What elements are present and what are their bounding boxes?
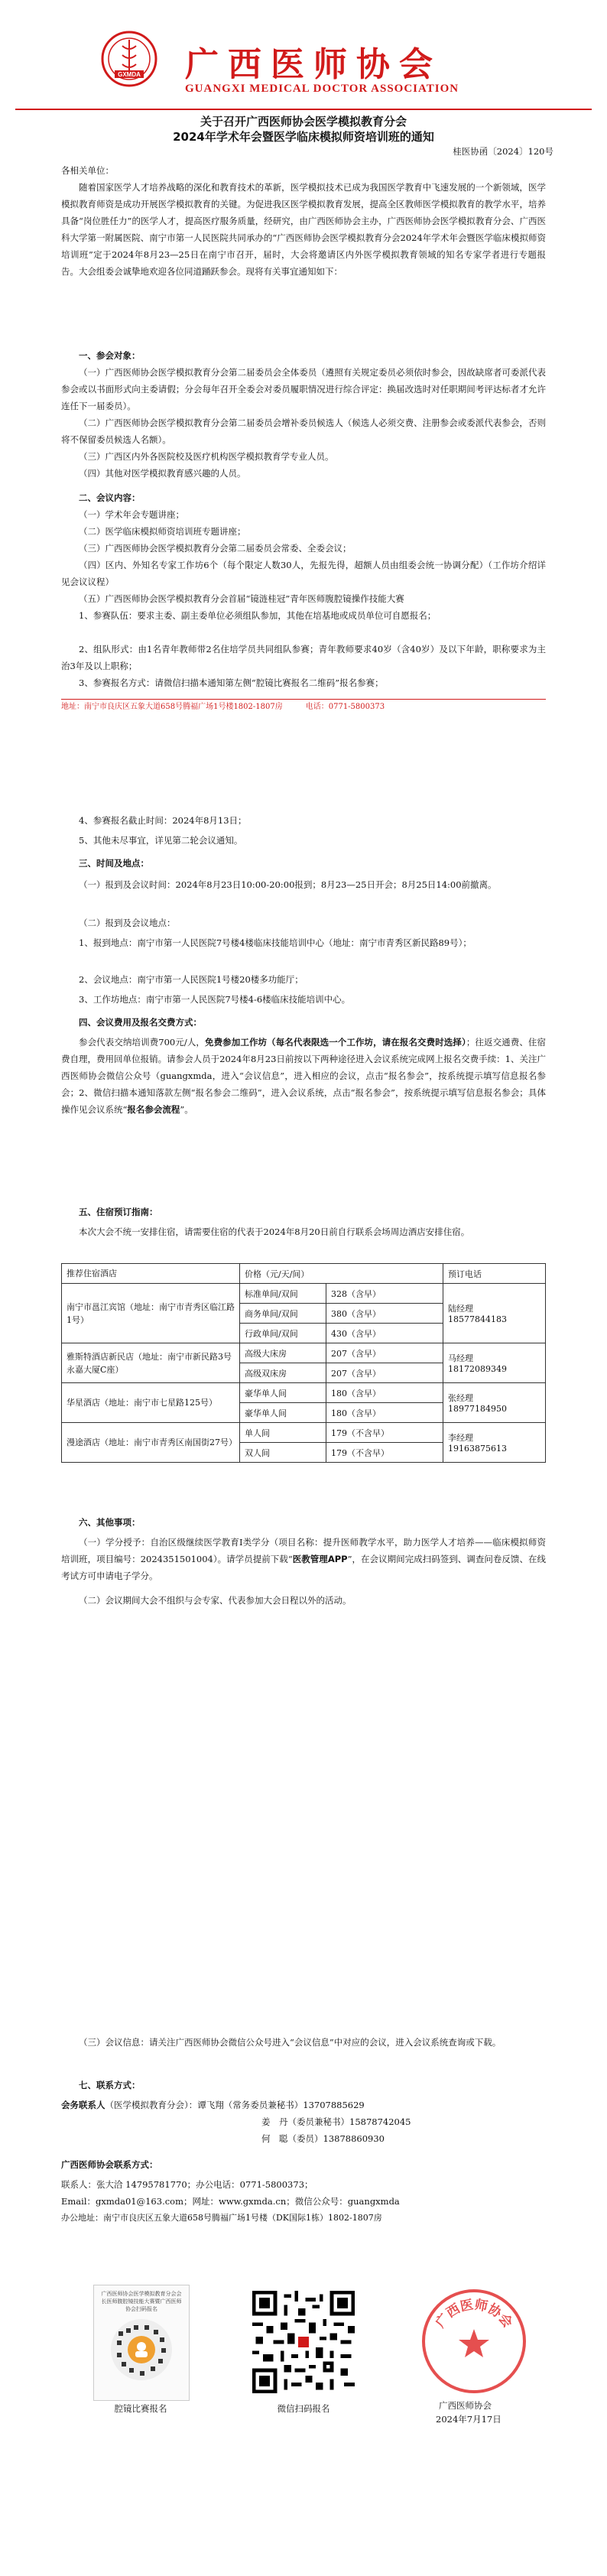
credit-highlight: 医教管理APP	[292, 1554, 348, 1564]
intro-paragraph: 随着国家医学人才培养战略的深化和教育技术的革新，医学模拟技术已成为我国医学教育中飞速发展的一个新领域，医学模拟教育师资是成功开展医学模拟教育的关键。为促进我区医学模拟教育发展，提高全区教师医学模拟教育的教学水平，培养具备“岗位胜任力”的医学人才，提高医疗服务质量，经研究，由广西医师协会主办，广西医师协会医学模拟教育分会、广西医科大学第一附属医院、南宁市第一人民医院共同承办的“广西医师协会医学模拟教育分会2024年学术年会暨医学临床模拟师资培训班”定于2024年8月23—25日在南宁市召开，届时，大会将邀请区内外医学模拟教育领域的知名专家学者进行专题报告。大会组委会诚挚地欢迎各位同道踊跃参会。现将有关事宜通知如下：	[61, 182, 546, 277]
salutation: 各相关单位：	[61, 165, 114, 176]
hotel-table	[61, 1263, 546, 1463]
contact-phone[interactable]: 18172089349	[448, 1364, 507, 1374]
contest-rule: 1、参赛队伍：要求主委、副主委单位必须组队参加，其他在培基地或成员单位可自愿报名；	[79, 610, 437, 621]
conference-contact: 谭飞翔（常务委员兼秘书）13707885629	[197, 2100, 365, 2110]
section-2-item: （五）广西医师协会医学模拟教育分会首届“镜涟桂冠”青年医师腹腔镜操作技能大赛	[79, 593, 404, 604]
hotel-name: 南宁市邕江宾馆（地址：南宁市青秀区临江路1号）	[62, 1284, 240, 1343]
fee-text: 参会代表交纳培训费700元/人，	[79, 1037, 206, 1048]
col-header: 推荐住宿酒店	[62, 1264, 240, 1284]
contest-rule: 3、参赛报名方式：请微信扫描本通知第左侧“腔镜比赛报名二维码”报名参赛；	[79, 677, 384, 688]
meeting-info-note: （三）会议信息：请关注广西医师协会微信公众号进入“会议信息”中对应的会议，进入会议系统查询或下载。	[79, 2037, 502, 2048]
credit-paragraph	[61, 1534, 546, 1584]
room-price: 207（含早）	[326, 1363, 443, 1383]
section-1-item: （四）其他对医学模拟教育感兴趣的人员。	[79, 468, 246, 479]
contact-phone[interactable]: 18577844183	[448, 1314, 507, 1324]
section-3-heading: 三、时间及地点：	[79, 858, 149, 869]
association-contact-line: 办公地址：南宁市良庆区五象大道658号腾福广场1号楼（DK国际1栋）1802-1807房	[61, 2213, 382, 2223]
section-3-item: （二）报到及会议地点：	[79, 918, 176, 928]
room-price: 380（含早）	[326, 1304, 443, 1324]
association-contact-line: 联系人：张大洽 14795781770；办公电话：0771-5800373；	[61, 2179, 313, 2190]
fee-text: ”。	[180, 1104, 193, 1115]
room-type: 双人间	[240, 1443, 326, 1463]
logo-text: GXMDA	[118, 71, 141, 78]
col-header: 预订电话	[443, 1264, 546, 1284]
hotel-name: 华星酒店（地址：南宁市七星路125号）	[62, 1383, 240, 1423]
room-type: 商务单间/双间	[240, 1304, 326, 1324]
section-2-item: （一）学术年会专题讲座；	[79, 509, 184, 520]
section-2-heading: 二、会议内容：	[79, 492, 141, 503]
hotel-name: 雅斯特酒店新民店（地址：南宁市新民路3号永嘉大厦C座）	[62, 1343, 240, 1383]
contest-rule: 4、参赛报名截止时间：2024年8月13日；	[79, 815, 247, 826]
table-row	[62, 1423, 546, 1443]
table-row	[62, 1284, 546, 1304]
room-price: 180（含早）	[326, 1403, 443, 1423]
association-contact-line: Email：gxmda01@163.com；网址：www.gxmda.cn；微信公众号：guangxmda	[61, 2196, 400, 2207]
section-3-item: （一）报到及会议时间：2024年8月23日10:00-20:00报到；8月23—25日开会；8月25日14:00前撤离。	[79, 879, 497, 890]
signature-date: 2024年7月17日	[436, 2414, 502, 2425]
hotel-table-header	[62, 1264, 546, 1284]
qr-card-caption: 广西医师协会医学模拟教育分会会长医师腹腔镜技能大赛暨广西医师协会扫码报名	[101, 2291, 182, 2312]
header-divider	[15, 109, 592, 110]
section-7-heading: 七、联系方式：	[79, 2080, 141, 2090]
association-seal	[419, 2286, 529, 2396]
association-logo-icon	[101, 31, 157, 87]
association-contact-heading: 广西医师协会联系方式：	[61, 2159, 158, 2170]
col-header: 价格（元/天/间）	[240, 1264, 443, 1284]
contact-phone[interactable]: 18977184950	[448, 1404, 507, 1414]
table-row	[62, 1343, 546, 1363]
section-2-item: （二）医学临床模拟师资培训班专题讲座；	[79, 526, 246, 537]
conference-contact-org: （医学模拟教育分会）：	[105, 2100, 198, 2110]
contest-qr-code-icon	[108, 2316, 175, 2383]
credit-text: （一）学分授予：自治区级继续医学教育I类学分（项目名称：提升医师教学水平，助力医学人才培养——临床模拟师资培训班，项目编号：2024351501004）。请学员提前下载“	[61, 1537, 546, 1564]
booking-contact	[443, 1383, 546, 1423]
room-price: 180（含早）	[326, 1383, 443, 1403]
booking-contact	[443, 1284, 546, 1343]
notice-title-line1: 关于召开广西医师协会医学模拟教育分会	[200, 115, 407, 128]
contest-rule: 2、组队形式：由1名青年教师带2名住培学员共同组队参赛；青年教师要求40岁（含40岁）及以下年龄，职称要求为主治3年及以上职称；	[61, 644, 546, 671]
room-price: 207（含早）	[326, 1343, 443, 1363]
conference-contact-label: 会务联系人	[61, 2100, 105, 2110]
section-3-item: 3、工作坊地点：南宁市第一人民医院7号楼4-6楼临床技能培训中心。	[79, 994, 351, 1005]
section-1-heading: 一、参会对象：	[79, 350, 141, 361]
room-type: 标准单间/双间	[240, 1284, 326, 1304]
hotel-name: 漫途酒店（地址：南宁市青秀区南国街27号）	[62, 1423, 240, 1463]
room-price: 179（不含早）	[326, 1443, 443, 1463]
contest-registration-qr-card[interactable]	[93, 2285, 190, 2401]
room-type: 豪华单人间	[240, 1383, 326, 1403]
conference-contact: 何 聪（委员）13878860930	[261, 2133, 385, 2144]
document-number: 桂医协函〔2024〕120号	[453, 146, 553, 157]
room-price: 328（含早）	[326, 1284, 443, 1304]
contest-rule: 5、其他未尽事宜，详见第二轮会议通知。	[79, 835, 243, 846]
room-type: 高级大床房	[240, 1343, 326, 1363]
section-5-heading: 五、住宿预订指南：	[79, 1207, 158, 1217]
contest-qr-caption: 腔镜比赛报名	[114, 2403, 167, 2414]
fee-paragraph	[61, 1034, 546, 1118]
letterhead	[0, 14, 607, 106]
fee-highlight: 免费参加工作坊（每名代表限选一个工作坊，请在报名交费时选择）	[205, 1037, 466, 1048]
contact-name: 张经理	[448, 1393, 473, 1403]
conference-contact-line	[61, 2097, 546, 2113]
contact-phone[interactable]: 19163875613	[448, 1444, 507, 1454]
wechat-qr-caption: 微信扫码报名	[277, 2403, 330, 2414]
room-type: 行政单间/双间	[240, 1324, 326, 1343]
letterhead-address-bar: 地址：南宁市良庆区五象大道658号腾福广场1号楼1802-1807房 电话：0771-5800373	[61, 699, 546, 715]
contact-name: 陆经理	[448, 1304, 473, 1314]
notice-title-line2: 2024年学术年会暨医学临床模拟师资培训班的通知	[173, 130, 434, 144]
section-3-item: 2、会议地点：南宁市第一人民医院1号楼20楼多功能厅；	[79, 974, 304, 985]
section-1-item: （二）广西医师协会医学模拟教育分会第二届委员会增补委员候选人（候选人必须交费、注册参会或委派代表参会，否则将不保留委员候选人名额）。	[61, 417, 546, 445]
section-6-heading: 六、其他事项：	[79, 1517, 141, 1528]
section-3-item: 1、报到地点：南宁市第一人民医院7号楼4楼临床技能培训中心（地址：南宁市青秀区新民路89号）；	[79, 937, 472, 948]
credit-text: ”，在会议期间完成扫码签到、调查问卷反馈、在线考试方可申请电子学分。	[61, 1554, 546, 1581]
org-name-cn: 广西医师协会	[185, 45, 442, 84]
activity-note: （二）会议期间大会不组织与会专家、代表参加大会日程以外的活动。	[79, 1595, 352, 1606]
section-1-item: （一）广西医师协会医学模拟教育分会第二届委员会全体委员（遴照有关规定委员必须依时参会，因故缺席者可委派代表参会或以书面形式向主委请假；分会每年召开全委会对委员履职情况进行综合评定：换届改选时对任职期间考评达标者才允许连任下一届委员）。	[61, 367, 546, 411]
room-type: 豪华单人间	[240, 1403, 326, 1423]
section-2-item: （三）广西医师协会医学模拟教育分会第二届委员会常委、全委会议；	[79, 543, 352, 554]
section-1-item: （三）广西区内外各医院校及医疗机构医学模拟教育学专业人员。	[79, 451, 334, 462]
room-type: 单人间	[240, 1423, 326, 1443]
booking-contact	[443, 1423, 546, 1463]
wechat-qr-code-icon	[252, 2291, 355, 2393]
contact-name: 马经理	[448, 1353, 473, 1363]
room-price: 430（含早）	[326, 1324, 443, 1343]
room-type: 高级双床房	[240, 1363, 326, 1383]
signature-org: 广西医师协会	[439, 2400, 492, 2411]
lodging-note: 本次大会不统一安排住宿，请需要住宿的代表于2024年8月20日前自行联系会场周边酒店安排住宿。	[79, 1226, 470, 1237]
room-price: 179（不含早）	[326, 1423, 443, 1443]
fee-text: ；往返交通费、住宿费自理，费用回单位报销。请参会人员于2024年8月23日前按以下两种途径进入会议系统完成网上报名交费手续：1、关注广西医师协会微信公众号（guangxmda，进入“会议信息”，进入相应的会议，点击“报名参会”，按系统提示填写信息报名参会；2、微信扫描本通知落款左侧“报名参会二维码”，进入会议系统，点击“报名参会”，按系统提示填写信息报名参会；具体操作见会议系统“	[61, 1037, 547, 1115]
org-name-en: GUANGXI MEDICAL DOCTOR ASSOCIATION	[185, 83, 459, 95]
wechat-registration-qr[interactable]	[252, 2291, 355, 2393]
booking-contact	[443, 1343, 546, 1383]
section-2-item: （四）区内、外知名专家工作坊6个（每个限定人数30人，先报先得，超额人员由组委会统一协调分配）（工作坊介绍详见会议议程）	[61, 560, 546, 587]
table-row	[62, 1383, 546, 1403]
fee-highlight: 报名参会流程	[127, 1104, 180, 1115]
official-seal-icon	[419, 2286, 529, 2396]
seal-ring-text: 广西医师协会	[433, 2297, 515, 2331]
section-4-heading: 四、会议费用及报名交费方式：	[79, 1017, 202, 1028]
conference-contact: 姜 丹（委员兼秘书）15878742045	[261, 2116, 411, 2127]
contact-name: 李经理	[448, 1433, 473, 1443]
